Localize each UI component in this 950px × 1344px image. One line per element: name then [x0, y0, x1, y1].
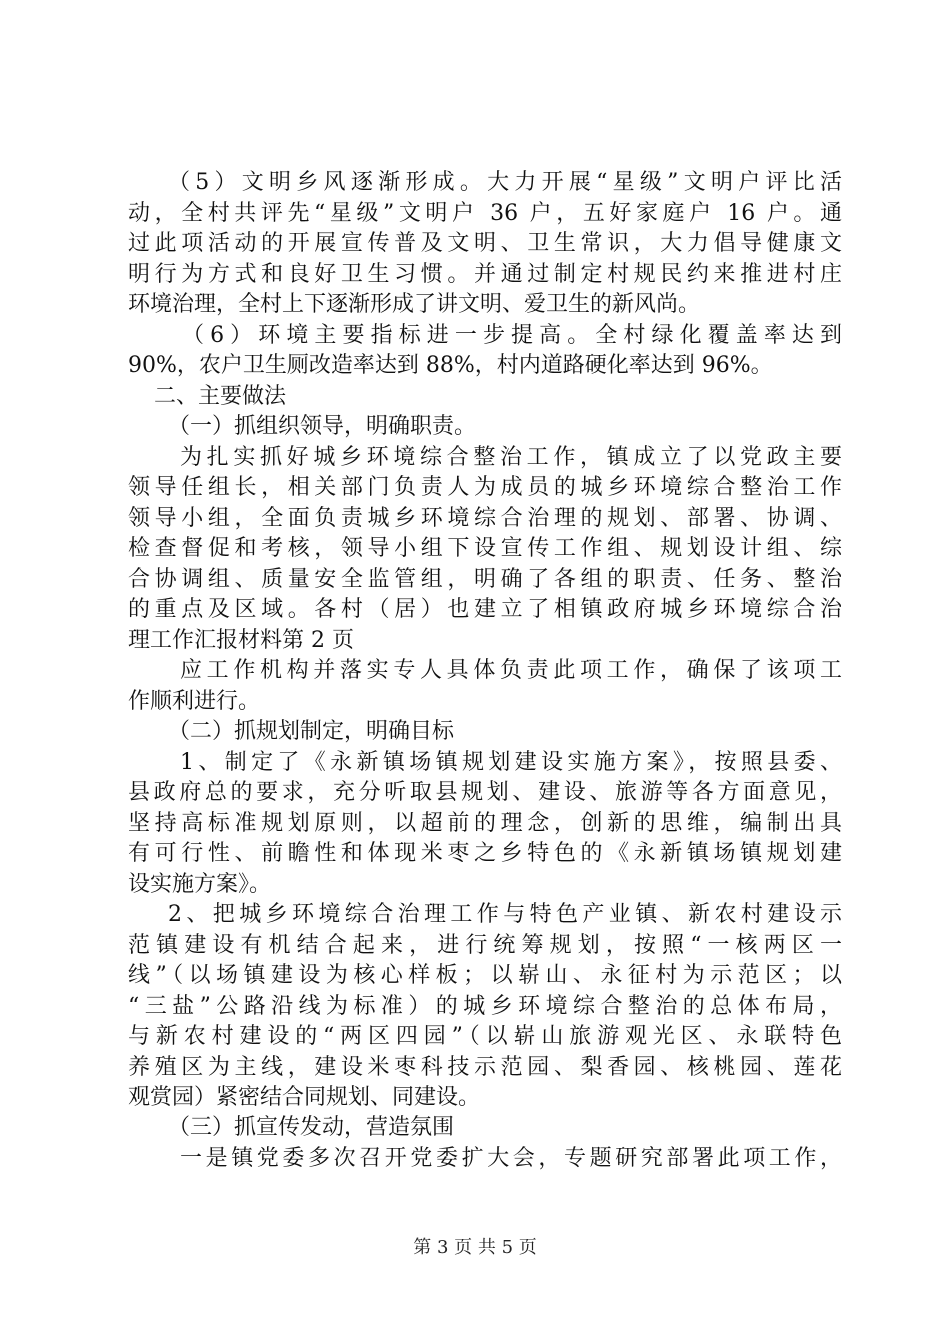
paragraph-org-line-2: 领导任组长，相关部门负责人为成员的城乡环境综合整治工作 [128, 475, 842, 500]
paragraph-agency-line-1: 应工作机构并落实专人具体负责此项工作，确保了该项工 [180, 658, 842, 683]
paragraph-org-line-4: 检查督促和考核，领导小组下设宣传工作组、规划设计组、综 [128, 536, 842, 561]
paragraph-plan-2-line-1: 2、把城乡环境综合治理工作与特色产业镇、新农村建设示 [168, 902, 842, 927]
paragraph-publicity-line-1: 一是镇党委多次召开党委扩大会，专题研究部署此项工作， [180, 1145, 842, 1171]
paragraph-5-line-3: 过此项活动的开展宣传普及文明、卫生常识，大力倡导健康文 [128, 231, 842, 256]
paragraph-plan-1-line-1: 1、制定了《永新镇场镇规划建设实施方案》，按照县委、 [180, 749, 842, 775]
paragraph-org-line-7: 理工作汇报材料第 2 页 [128, 627, 354, 653]
paragraph-org-line-1: 为扎实抓好城乡环境综合整治工作，镇成立了以党政主要 [180, 444, 842, 470]
paragraph-plan-2-line-6: 养殖区为主线，建设米枣科技示范园、梨香园、核桃园、莲花 [128, 1054, 842, 1080]
paragraph-5-line-1: （5）文明乡风逐渐形成。大力开展“星级”文明户评比活 [168, 170, 842, 195]
paragraph-5-line-2: 动，全村共评先“星级”文明户 36 户，五好家庭户 16 户。通 [128, 200, 842, 226]
subheading-2: （二）抓规划制定，明确目标 [168, 719, 455, 744]
paragraph-plan-2-line-7: 观赏园）紧密结合同规划、同建设。 [128, 1085, 481, 1110]
paragraph-org-line-6: 的重点及区域。各村（居）也建立了相镇政府城乡环境综合治 [128, 597, 842, 622]
paragraph-plan-1-line-4: 有可行性、前瞻性和体现米枣之乡特色的《永新镇场镇规划建 [128, 841, 842, 866]
paragraph-5-line-4: 明行为方式和良好卫生习惯。并通过制定村规民约来推进村庄 [128, 261, 842, 287]
section-heading-main-practices: 二、主要做法 [154, 383, 287, 409]
subheading-3: （三）抓宣传发动，营造氛围 [168, 1115, 455, 1140]
paragraph-org-line-5: 合协调组、质量安全监管组，明确了各组的职责、任务、整治 [128, 566, 842, 592]
paragraph-6-line-2: 90%，农户卫生厕改造率达到 88%，村内道路硬化率达到 96%。 [128, 353, 773, 378]
paragraph-org-line-3: 领导小组，全面负责城乡环境综合治理的规划、部署、协调、 [128, 505, 842, 531]
subheading-1: （一）抓组织领导，明确职责。 [168, 414, 477, 439]
paragraph-6-line-1: （6）环境主要指标进一步提高。全村绿化覆盖率达到 [182, 322, 842, 348]
paragraph-agency-line-2: 作顺利进行。 [128, 688, 261, 714]
page-footer: 第 3 页 共 5 页 [413, 1237, 537, 1258]
paragraph-5-line-5: 环境治理，全村上下逐渐形成了讲文明、爱卫生的新风尚。 [128, 292, 701, 317]
paragraph-plan-1-line-5: 设实施方案》。 [128, 871, 272, 897]
paragraph-plan-2-line-3: 线”（以场镇建设为核心样板；以崭山、永征村为示范区；以 [128, 963, 842, 988]
paragraph-plan-1-line-3: 坚持高标准规划原则，以超前的理念，创新的思维，编制出具 [128, 810, 842, 836]
paragraph-plan-2-line-5: 与新农村建设的“两区四园”（以崭山旅游观光区、永联特色 [128, 1024, 842, 1049]
paragraph-plan-2-line-2: 范镇建设有机结合起来，进行统筹规划，按照“一核两区一 [128, 932, 842, 958]
paragraph-plan-1-line-2: 县政府总的要求，充分听取县规划、建设、旅游等各方面意见， [128, 780, 842, 805]
paragraph-plan-2-line-4: “三盐”公路沿线为标准）的城乡环境综合整治的总体布局， [128, 993, 842, 1019]
